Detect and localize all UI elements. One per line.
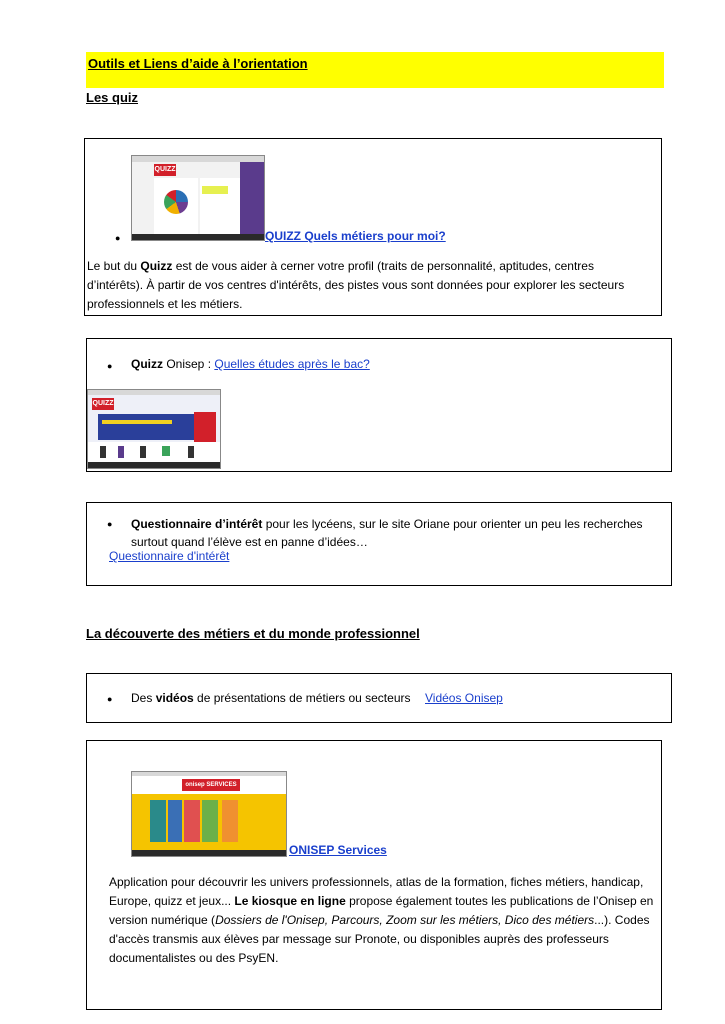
quiz-metiers-link[interactable]: QUIZZ Quels métiers pour moi? — [265, 229, 446, 243]
videos-text: Des vidéos de présentations de métiers ou secteurs — [131, 691, 411, 705]
title-highlight — [86, 52, 664, 88]
quiz2-screenshot — [87, 389, 221, 469]
videos-onisep-link[interactable]: Vidéos Onisep — [425, 691, 503, 705]
onisep-logo: onisep SERVICES — [182, 779, 240, 791]
questionnaire-link[interactable]: Questionnaire d'intérêt — [109, 549, 230, 563]
page-title: Outils et Liens d’aide à l’orientation — [88, 56, 308, 71]
bullet: ● — [115, 233, 121, 243]
quiz-logo: QUIZZ — [154, 164, 176, 176]
onisep-services-link[interactable]: ONISEP Services — [289, 843, 387, 857]
section-heading-discovery: La découverte des métiers et du monde professionnel — [86, 626, 420, 641]
quiz1-description: Le but du Quizz est de vous aider à cerner votre profil (traits de personnalité, aptitudes, centres d’intérêts). À partir de vos centres d'intérêts, des pistes vous sont données pour explorer les secteurs professionnels et les métiers. — [87, 259, 625, 311]
quiz1-box — [84, 138, 662, 316]
pie-image — [164, 190, 188, 214]
bullet: ● — [107, 519, 113, 529]
bullet: ● — [107, 694, 113, 704]
quiz3-text: Questionnaire d’intérêt pour les lycéens, sur le site Oriane pour orienter un peu les recherches surtout quand l’élève est en panne d’idées… — [131, 517, 643, 549]
quiz2-box — [86, 338, 672, 472]
videos-box — [86, 673, 672, 723]
services-screenshot — [131, 771, 287, 857]
services-description: Application pour découvrir les univers professionnels, atlas de la formation, fiches métiers, handicap, Europe, quizz et jeux... Le kiosque en ligne propose également toutes les publications de l’Onisep en version numérique (Dossiers de l'Onisep, Parcours, Zoom sur les métiers, Dico des métiers...). Codes d'accès transmis aux élèves par message sur Pronote, ou disponibles auprès des professeurs documentalistes ou des PsyEN. — [109, 875, 654, 965]
bullet: ● — [107, 361, 113, 371]
quiz-logo: QUIZZ — [92, 398, 114, 410]
quelles-etudes-link[interactable]: Quelles études après le bac? — [214, 357, 370, 371]
services-box — [86, 740, 662, 1010]
quiz2-line: Quizz Onisep : Quelles études après le bac? — [131, 357, 370, 371]
quiz3-box — [86, 502, 672, 586]
section-heading-quiz: Les quiz — [86, 90, 139, 105]
quiz1-screenshot — [131, 155, 265, 241]
